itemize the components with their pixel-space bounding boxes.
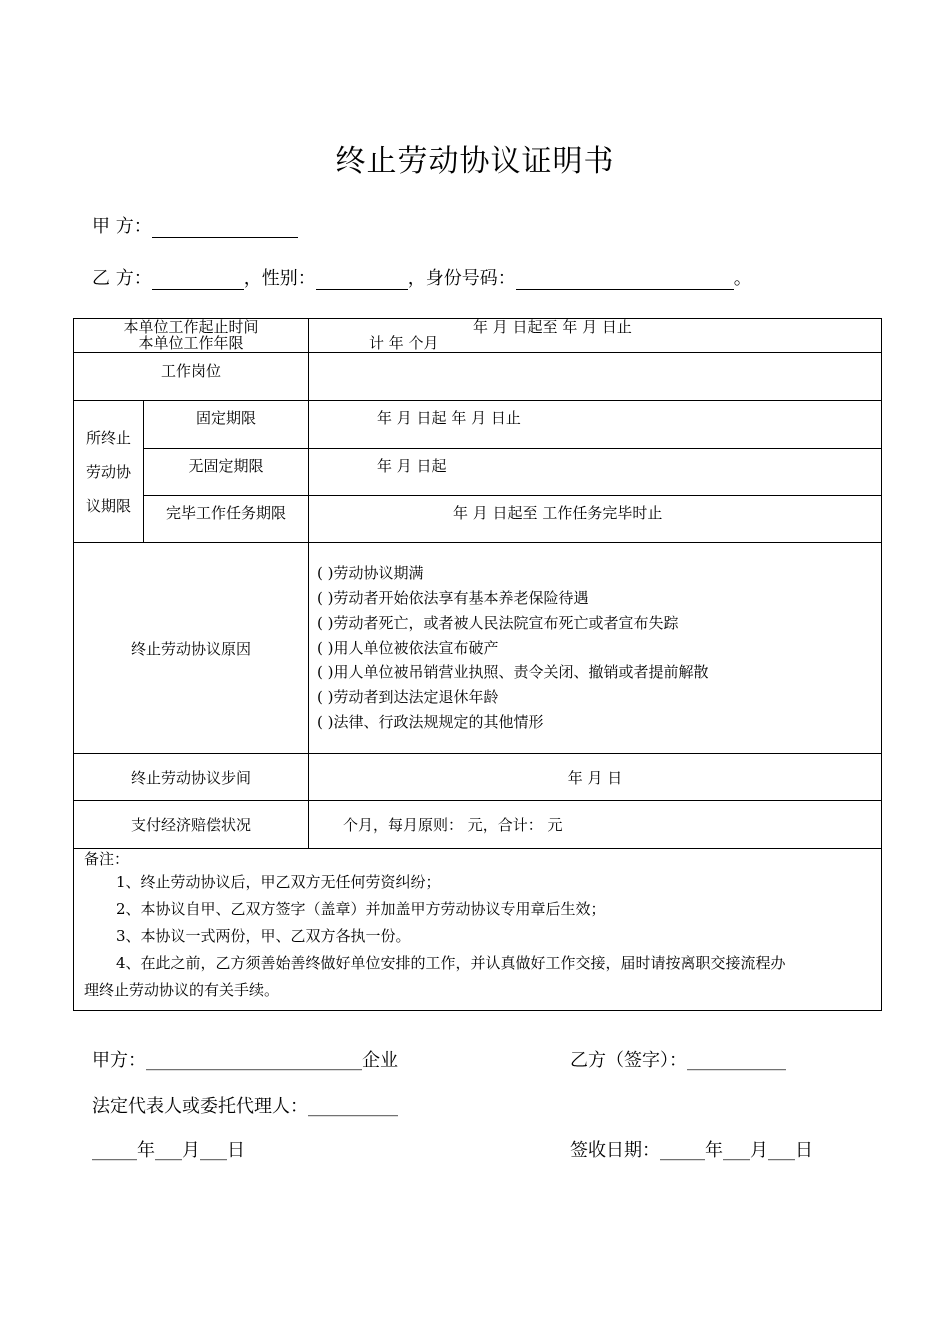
position-value-cell[interactable] (309, 353, 882, 401)
work-time-label: 本单位工作起止时间 (123, 318, 259, 336)
party-b-sign-field[interactable]: ___________ (687, 1050, 786, 1071)
row-position (74, 353, 882, 401)
party-b-signature (570, 1046, 786, 1072)
fixed-term-label: 固定期限 (144, 401, 309, 449)
party-a-sign-label: 甲方： (92, 1050, 146, 1071)
work-time-value-cell[interactable] (309, 319, 882, 353)
party-b-end: 。 (733, 268, 752, 289)
party-a-sign-suffix: 企业 (362, 1050, 398, 1071)
party-b-sign-label: 乙方（签字）： (570, 1050, 687, 1071)
row-fixed-term (74, 401, 882, 449)
row-reason (74, 543, 882, 754)
legal-representative (92, 1092, 398, 1118)
task-term-label: 完毕工作任务期限 (144, 496, 309, 543)
receipt-date-label: 签收日期： (570, 1140, 660, 1161)
id-number-label: ，身份号码： (407, 268, 516, 289)
row-work-time (74, 319, 882, 353)
open-term-value[interactable]: 年 月 日起 (309, 449, 882, 496)
termination-table (73, 318, 882, 1011)
legal-rep-field[interactable]: __________ (308, 1096, 398, 1117)
task-term-value[interactable]: 年 月 日起至 工作任务完毕时止 (309, 496, 882, 543)
period-group-line2: 劳动协 (85, 462, 131, 481)
party-a-signature (92, 1046, 398, 1072)
gender-field[interactable] (316, 268, 408, 290)
note-item: 2、本协议自甲、乙双方签字（盖章）并加盖甲方劳动协议专用章后生效； (116, 900, 606, 918)
receipt-date (570, 1136, 813, 1162)
row-open-term (74, 449, 882, 496)
work-time-label-cell (74, 319, 309, 353)
party-a-label: 甲 方： (92, 216, 152, 237)
notes-cell (74, 849, 882, 1011)
reason-label: 终止劳动协议原因 (74, 543, 309, 754)
reason-option[interactable]: ( )用人单位被吊销营业执照、责令关闭、撤销或者提前解散 (317, 663, 709, 682)
period-group-label (74, 401, 144, 543)
note-item: 1、终止劳动协议后，甲乙双方无任何劳资纠纷； (116, 873, 441, 891)
period-group-line1: 所终止 (85, 428, 131, 447)
note-item: 3、本协议一式两份，甲、乙双方各执一份。 (116, 927, 411, 945)
party-a-sign-field[interactable]: ________________________ (146, 1050, 362, 1071)
document-title: 终止劳动协议证明书 (335, 144, 615, 179)
reason-option[interactable]: ( )劳动协议期满 (317, 564, 424, 583)
row-step (74, 754, 882, 801)
party-a-line (92, 212, 298, 238)
id-number-field[interactable] (516, 268, 734, 290)
work-years-label: 本单位工作年限 (138, 334, 244, 352)
reason-options (309, 543, 882, 754)
party-b-line (92, 264, 752, 290)
sign-date[interactable]: _____年___月___日 (92, 1140, 245, 1161)
note-item: 理终止劳动协议的有关手续。 (84, 981, 280, 999)
reason-option[interactable]: ( )劳动者开始依法享有基本养老保险待遇 (317, 589, 589, 607)
fixed-term-value[interactable]: 年 月 日起 年 月 日止 (309, 401, 882, 449)
gender-label: ，性别： (243, 268, 316, 289)
step-value[interactable]: 年 月 日 (309, 754, 882, 801)
period-group-line3: 议期限 (85, 496, 131, 515)
legal-rep-label: 法定代表人或委托代理人： (92, 1096, 308, 1117)
reason-option[interactable]: ( )劳动者到达法定退休年龄 (317, 688, 499, 707)
compensation-value[interactable]: 个月，每月原则： 元，合计： 元 (309, 801, 882, 849)
row-notes (74, 849, 882, 1011)
receipt-date-field[interactable]: _____年___月___日 (660, 1140, 813, 1161)
reason-option[interactable]: ( )劳动者死亡，或者被人民法院宣布死亡或者宣布失踪 (317, 613, 679, 632)
party-a-field[interactable] (152, 216, 298, 238)
reason-option[interactable]: ( )法律、行政法规规定的其他情形 (317, 712, 544, 731)
note-item: 4、在此之前，乙方须善始善终做好单位安排的工作，并认真做好工作交接，届时请按离职交接流程办 (116, 954, 786, 972)
work-time-value: 年 月 日起至 年 月 日止 (473, 318, 632, 336)
compensation-label: 支付经济赔偿状况 (74, 801, 309, 849)
party-b-name-field[interactable] (152, 268, 244, 290)
position-label: 工作岗位 (74, 353, 309, 401)
work-years-value: 计 年 个月 (369, 334, 439, 352)
step-label: 终止劳动协议步间 (74, 754, 309, 801)
notes-title: 备注： (84, 850, 130, 868)
row-task-term (74, 496, 882, 543)
party-b-label: 乙 方： (92, 268, 152, 289)
open-term-label: 无固定期限 (144, 449, 309, 496)
reason-option[interactable]: ( )用人单位被依法宣布破产 (317, 638, 499, 657)
row-compensation (74, 801, 882, 849)
